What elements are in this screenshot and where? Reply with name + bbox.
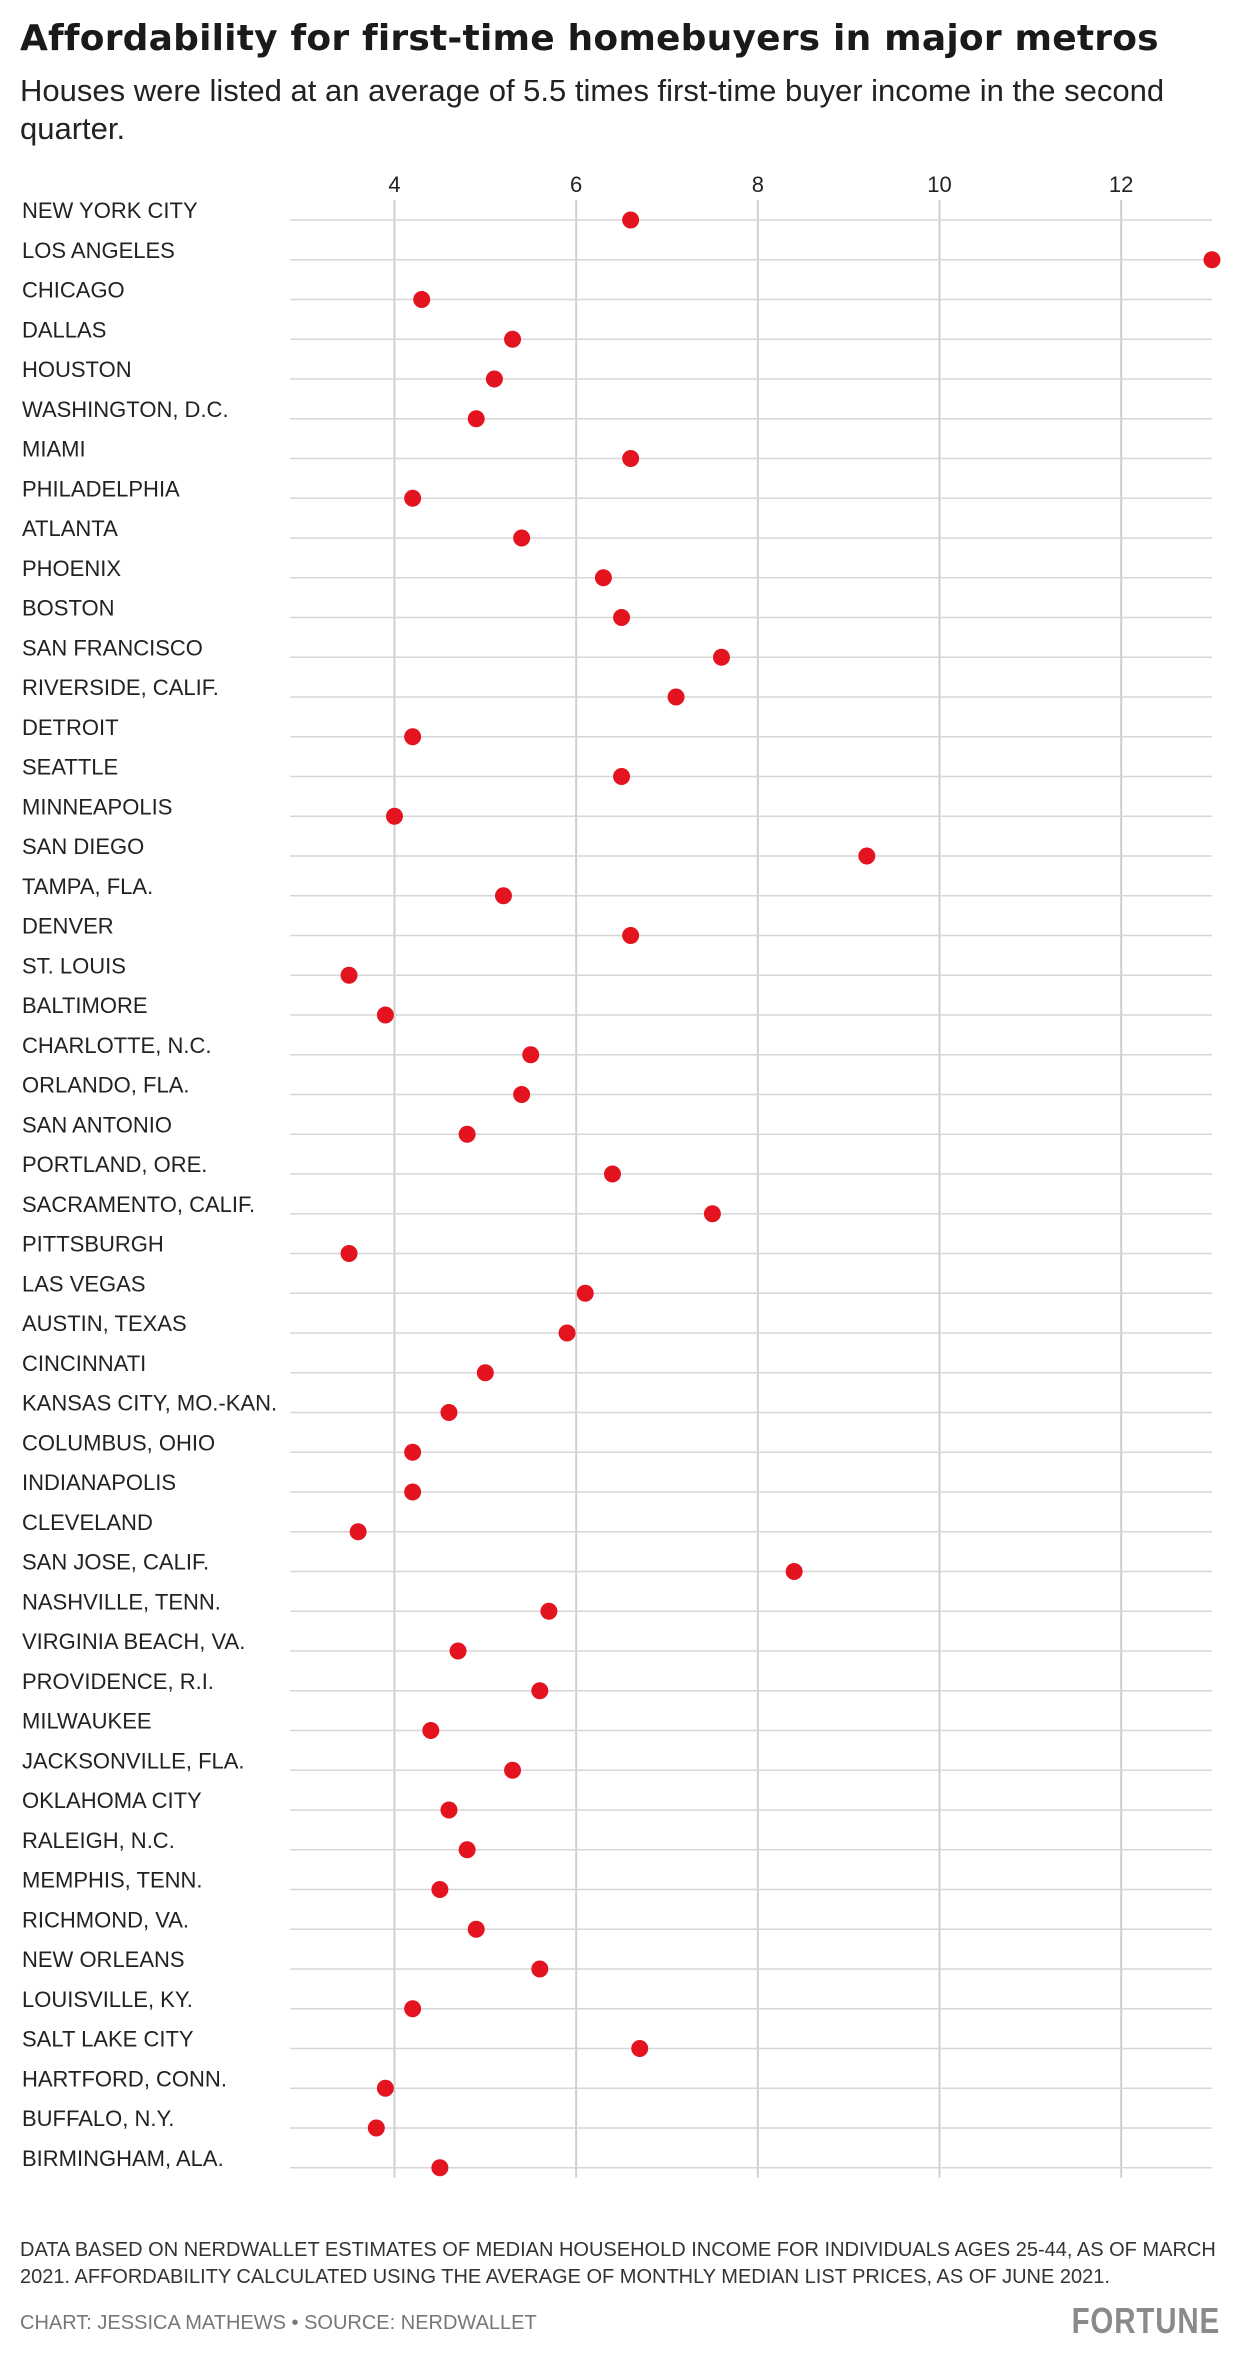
category-label: DALLAS <box>22 317 107 343</box>
data-points <box>341 212 1221 2177</box>
category-label: DETROIT <box>22 714 119 740</box>
data-point <box>377 1007 394 1024</box>
x-tick-label: 8 <box>751 172 764 197</box>
category-label: PHOENIX <box>22 555 122 581</box>
data-point <box>341 967 358 984</box>
data-point <box>668 689 685 706</box>
category-label: CINCINNATI <box>22 1350 147 1376</box>
category-label: TAMPA, FLA. <box>22 873 154 899</box>
category-label: SAN DIEGO <box>22 834 145 859</box>
category-label: NASHVILLE, TENN. <box>22 1589 221 1615</box>
row-lines <box>290 220 1212 2168</box>
data-point <box>613 768 630 785</box>
data-point <box>486 371 503 388</box>
data-point <box>431 1881 448 1898</box>
data-point <box>459 1126 476 1143</box>
category-labels <box>22 198 277 2171</box>
x-tick-label: 4 <box>388 172 401 197</box>
data-point <box>522 1046 539 1063</box>
category-label: NEW YORK CITY <box>22 198 198 223</box>
data-point <box>786 1563 803 1580</box>
category-label: PHILADELPHIA <box>22 476 180 502</box>
data-point <box>604 1166 621 1183</box>
data-point <box>440 1404 457 1421</box>
category-label: COLUMBUS, OHIO <box>22 1430 216 1456</box>
chart-subtitle: Houses were listed at an average of 5.5 times first-time buyer income in the second quarter. <box>20 73 1165 146</box>
data-point <box>404 1444 421 1461</box>
data-point <box>404 2000 421 2017</box>
category-label: HARTFORD, CONN. <box>22 2066 227 2092</box>
category-label: SAN ANTONIO <box>22 1112 172 1138</box>
category-label: ATLANTA <box>22 516 118 541</box>
data-point <box>413 291 430 308</box>
category-label: SALT LAKE CITY <box>22 2026 194 2052</box>
x-tick-label: 10 <box>927 172 952 197</box>
data-point <box>404 1484 421 1501</box>
category-label: BIRMINGHAM, ALA. <box>22 2145 224 2171</box>
category-label: PROVIDENCE, R.I. <box>22 1668 214 1694</box>
category-label: JACKSONVILLE, FLA. <box>22 1748 245 1774</box>
category-label: CLEVELAND <box>22 1509 153 1535</box>
category-label: MINNEAPOLIS <box>22 794 173 820</box>
chart-title: Affordability for first-time homebuyers in major metros <box>20 18 1159 59</box>
category-label: SAN JOSE, CALIF. <box>22 1549 210 1575</box>
data-point <box>404 490 421 507</box>
data-point <box>440 1802 457 1819</box>
category-label: VIRGINIA BEACH, VA. <box>22 1629 246 1654</box>
data-point <box>631 2040 648 2057</box>
data-point <box>341 1245 358 1262</box>
data-point <box>377 2080 394 2097</box>
x-axis-ticks <box>388 172 1133 197</box>
data-point <box>495 887 512 904</box>
data-point <box>513 1086 530 1103</box>
category-label: MILWAUKEE <box>22 1708 152 1734</box>
data-point <box>622 450 639 467</box>
chart-credit: CHART: JESSICA MATHEWS • SOURCE: NERDWALLET <box>20 2312 537 2334</box>
data-point <box>613 609 630 626</box>
data-point <box>577 1285 594 1302</box>
fortune-logo: FORTUNE <box>1071 2300 1220 2341</box>
data-point <box>713 649 730 666</box>
category-label: AUSTIN, TEXAS <box>22 1311 187 1336</box>
data-point <box>477 1364 494 1381</box>
data-point <box>350 1523 367 1540</box>
category-label: DENVER <box>22 913 114 939</box>
data-point <box>595 569 612 586</box>
category-label: BOSTON <box>22 595 115 621</box>
data-point <box>386 808 403 825</box>
category-label: LOS ANGELES <box>22 237 175 263</box>
category-label: BUFFALO, N.Y. <box>22 2106 175 2131</box>
category-label: CHARLOTTE, N.C. <box>22 1032 212 1058</box>
category-label: PITTSBURGH <box>22 1231 164 1257</box>
x-tick-label: 6 <box>570 172 583 197</box>
category-label: RIVERSIDE, CALIF. <box>22 675 219 700</box>
category-label: PORTLAND, ORE. <box>22 1152 208 1177</box>
category-label: MEMPHIS, TENN. <box>22 1867 203 1893</box>
data-point <box>504 331 521 348</box>
category-label: CHICAGO <box>22 277 125 303</box>
data-point <box>1204 251 1221 268</box>
data-point <box>622 212 639 229</box>
data-point <box>404 728 421 745</box>
data-point <box>559 1325 576 1342</box>
data-point <box>531 1682 548 1699</box>
x-tick-label: 12 <box>1108 172 1134 197</box>
data-point <box>431 2159 448 2176</box>
category-label: RICHMOND, VA. <box>22 1907 190 1933</box>
data-point <box>513 530 530 547</box>
data-point <box>858 848 875 865</box>
data-point <box>450 1643 467 1660</box>
data-point <box>540 1603 557 1620</box>
data-point <box>622 927 639 944</box>
gridlines <box>394 200 1121 2178</box>
category-label: KANSAS CITY, MO.-KAN. <box>22 1390 278 1416</box>
category-label: ORLANDO, FLA. <box>22 1072 190 1098</box>
data-point <box>368 2120 385 2137</box>
category-label: SACRAMENTO, CALIF. <box>22 1191 256 1217</box>
category-label: SEATTLE <box>22 754 119 780</box>
data-point <box>468 410 485 427</box>
data-note: DATA BASED ON NERDWALLET ESTIMATES OF MEDIAN HOUSEHOLD INCOME FOR INDIVIDUALS AGES 25-44, AS OF MARCH 2021. AFFORDABILITY CALCULATED USING THE AVERAGE OF MONTHLY MEDIAN LIST PRICES, AS OF JUNE 2021. <box>20 2239 1216 2288</box>
category-label: MIAMI <box>22 436 86 462</box>
data-point <box>459 1841 476 1858</box>
category-label: RALEIGH, N.C. <box>22 1827 175 1853</box>
category-label: LAS VEGAS <box>22 1271 146 1297</box>
category-label: WASHINGTON, D.C. <box>22 396 229 422</box>
category-label: INDIANAPOLIS <box>22 1470 177 1495</box>
data-point <box>504 1762 521 1779</box>
category-label: ST. LOUIS <box>22 953 126 979</box>
data-point <box>468 1921 485 1938</box>
category-label: OKLAHOMA CITY <box>22 1788 202 1813</box>
category-label: BALTIMORE <box>22 993 148 1018</box>
data-point <box>422 1722 439 1739</box>
dot-plot <box>0 160 1240 2230</box>
category-label: NEW ORLEANS <box>22 1947 185 1972</box>
data-point <box>704 1205 721 1222</box>
category-label: LOUISVILLE, KY. <box>22 1986 193 2012</box>
data-point <box>531 1961 548 1978</box>
category-label: SAN FRANCISCO <box>22 635 203 661</box>
category-label: HOUSTON <box>22 357 132 382</box>
